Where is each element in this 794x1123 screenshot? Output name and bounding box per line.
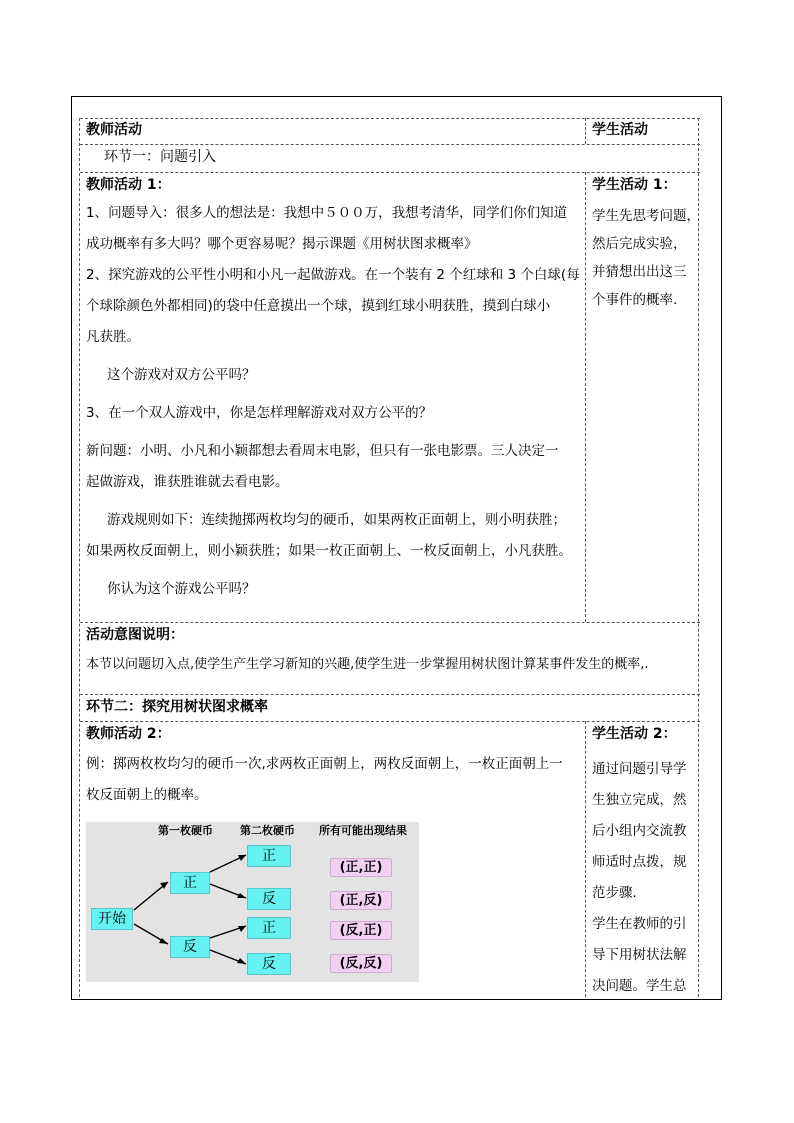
tree-col1-label: 第一枚硬币 [158, 824, 213, 837]
tree-outcome: (反,正) [330, 921, 392, 940]
tree-col3-label: 所有可能出现结果 [319, 824, 407, 837]
section1-line: 这个游戏对双方公平吗？ [107, 367, 256, 383]
tree-outcome: (正,正) [330, 858, 392, 877]
student-activity-header: 学生活动 [592, 122, 648, 138]
section1-line: 2、探究游戏的公平性小明和小凡一起做游戏。在一个装有 2 个红球和 3 个白球(每 [86, 267, 580, 283]
tree-outcome: (正,反) [330, 891, 392, 910]
student-line: 然后完成实验， [592, 236, 687, 252]
student-line: 导下用树状法解 [592, 947, 687, 963]
probability-tree-diagram [86, 822, 419, 982]
student-line: 决问题。学生总 [592, 978, 687, 994]
section2-line: 枚反面朝上的概率。 [86, 787, 208, 803]
tree-node-second: 反 [247, 953, 291, 975]
tree-node-second: 正 [247, 917, 291, 939]
table-right-border [698, 118, 699, 1000]
student-line: 学生在教师的引 [592, 916, 687, 932]
lesson-table [79, 118, 700, 1000]
section1-line: 游戏规则如下：连续抛掷两枚均匀的硬币，如果两枚正面朝上，则小明获胜； [107, 512, 566, 528]
student-activity-1-heading: 学生活动 1： [592, 177, 677, 193]
section1-line: 3、在一个双人游戏中，你是怎样理解游戏对双方公平的？ [86, 405, 433, 421]
section2-line: 例：掷两枚枚均匀的硬币一次,求两枚正面朝上，两枚反面朝上，一枚正面朝上一 [86, 756, 563, 772]
student-line: 学生先思考问题， [592, 208, 700, 224]
tree-outcome: (反,反) [330, 954, 392, 973]
student-activity-2-heading: 学生活动 2： [592, 726, 677, 742]
column-divider [585, 172, 586, 622]
section1-line: 起做游戏，谁获胜谁就去看电影。 [86, 474, 289, 490]
column-divider [585, 118, 586, 144]
section1-line: 成功概率有多大吗？哪个更容易呢？揭示课题《用树状图求概率》 [86, 236, 478, 252]
tree-node-first-tails: 反 [170, 936, 210, 958]
student-line: 后小组内交流教 [592, 823, 687, 839]
section1-line: 如果两枚反面朝上，则小颖获胜；如果一枚正面朝上、一枚反面朝上，小凡获胜。 [86, 543, 572, 559]
tree-node-start: 开始 [91, 908, 133, 930]
tree-node-second: 反 [247, 888, 291, 910]
section1-line: 你认为这个游戏公平吗？ [107, 581, 256, 597]
column-divider [585, 721, 586, 1000]
tree-node-first-heads: 正 [170, 872, 210, 894]
student-line: 通过问题引导学 [592, 761, 687, 777]
section1-line: 个球除颜色外都相同)的袋中任意摸出一个球，摸到红球小明获胜，摸到白球小 [86, 298, 551, 314]
student-line: 师适时点拨，规 [592, 854, 687, 870]
section1-line: 凡获胜。 [86, 329, 140, 345]
section1-title: 环节一：问题引入 [104, 149, 216, 165]
teacher-activity-2-heading: 教师活动 2： [86, 726, 171, 742]
section1-line: 1、问题导入：很多人的想法是：我想中５００万，我想考清华，同学们你们知道 [86, 205, 568, 221]
student-line: 范步骤. [592, 885, 637, 901]
tree-col2-label: 第二枚硬币 [240, 824, 295, 837]
intent-heading: 活动意图说明： [86, 627, 184, 643]
section1-line: 新问题：小明、小凡和小颖都想去看周末电影，但只有一张电影票。三人决定一 [86, 443, 559, 459]
teacher-activity-header: 教师活动 [86, 122, 142, 138]
tree-node-second: 正 [247, 845, 291, 867]
arrow-head [237, 958, 246, 964]
section2-title: 环节二：探究用树状图求概率 [86, 699, 268, 715]
student-line: 并猜想出出这三 [592, 264, 687, 280]
intent-text: 本节以问题切入点,使学生产生学习新知的兴趣,使学生进一步掌握用树状图计算某事件发生的概率,. [86, 657, 649, 672]
teacher-activity-1-heading: 教师活动 1： [86, 177, 171, 193]
lesson-plan-frame [71, 96, 722, 1000]
student-line: 生独立完成，然 [592, 792, 687, 808]
student-line: 个事件的概率. [592, 292, 678, 308]
